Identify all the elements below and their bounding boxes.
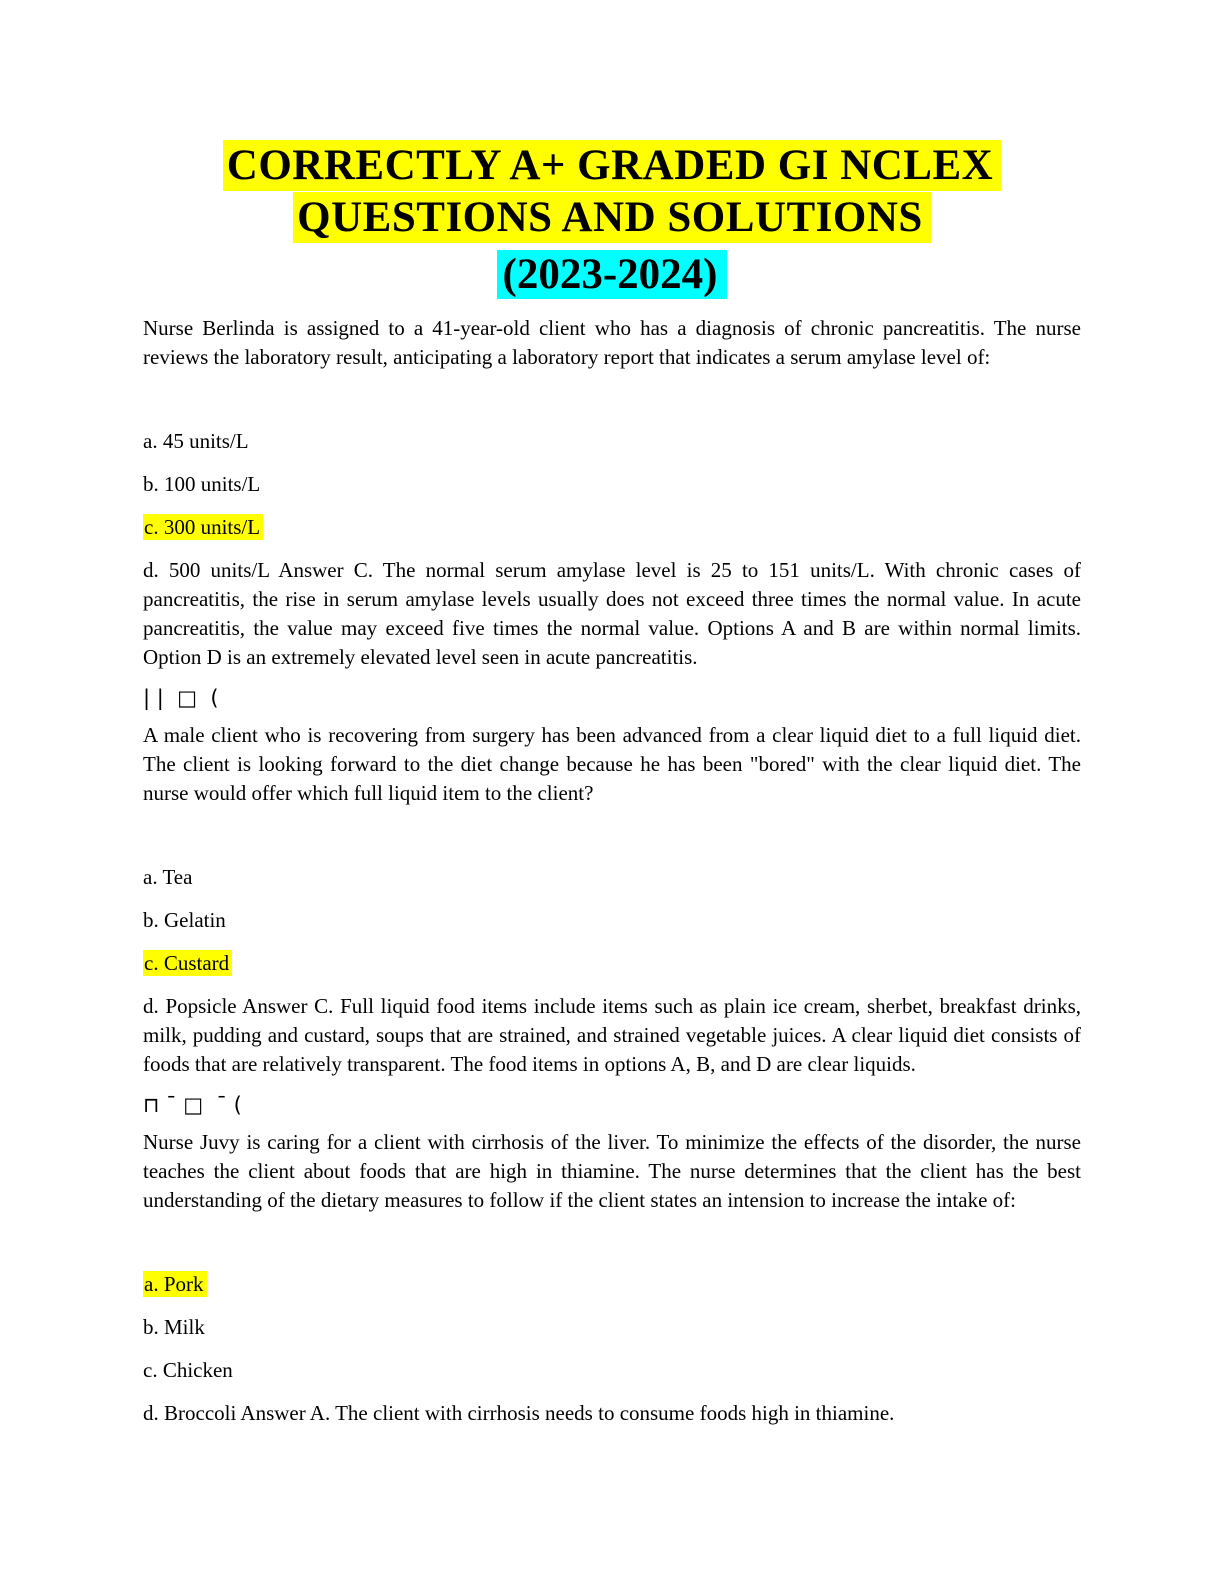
question-2-stem: A male client who is recovering from surgery has been advanced from a clear liquid diet to a full liquid diet. The client is looking forward to the diet change because he has been "bored" with the clear liquid diet. The nurse would offer which full liquid item to the client? bbox=[143, 723, 1081, 805]
question-2-option-c-highlighted bbox=[143, 949, 1081, 978]
question-1-answer: d. 500 units/L Answer C. The normal serum amylase level is 25 to 151 units/L. With chronic cases of pancreatitis, the rise in serum amylase levels usually does not exceed three times the normal value. In acute pancreatitis, the value may exceed five times the normal value. Options A and B are within normal limits. Option D is an extremely elevated level seen in acute pancreatitis. bbox=[143, 558, 1081, 669]
question-3-answer: d. Broccoli Answer A. The client with cirrhosis needs to consume foods high in thiamine. bbox=[143, 1401, 895, 1425]
question-1-option-a bbox=[143, 427, 1081, 456]
option-text: c. Chicken bbox=[143, 1358, 233, 1382]
title-line-1: CORRECTLY A+ GRADED GI NCLEX bbox=[223, 140, 1001, 191]
question-3-stem: Nurse Juvy is caring for a client with cirrhosis of the liver. To minimize the effects of the disorder, the nurse teaches the client about foods that are high in thiamine. The nurse determines that the client has the best understanding of the dietary measures to follow if the client states an intension to increase the intake of: bbox=[143, 1130, 1081, 1212]
question-3-option-a-highlighted bbox=[143, 1270, 1081, 1299]
question-1-stem: Nurse Berlinda is assigned to a 41-year-old client who has a diagnosis of chronic pancreatitis. The nurse reviews the laboratory result, anticipating a laboratory report that indicates a serum amylase level of: bbox=[143, 316, 1081, 369]
option-text: b. Gelatin bbox=[143, 908, 226, 932]
glyph-divider-2: ⊓ ¯ □ ¯ ( bbox=[143, 1093, 242, 1117]
question-3-option-b bbox=[143, 1313, 1081, 1342]
question-1-option-b bbox=[143, 470, 1081, 499]
option-text: a. 45 units/L bbox=[143, 429, 249, 453]
question-2-option-a bbox=[143, 863, 1081, 892]
document-title bbox=[143, 140, 1081, 244]
question-1-option-c-highlighted bbox=[143, 513, 1081, 542]
question-2-answer: d. Popsicle Answer C. Full liquid food items include items such as plain ice cream, sherbet, breakfast drinks, milk, pudding and custard, soups that are strained, and strained vegetable juices. A clear liquid diet consists of foods that are relatively transparent. The food items in options A, B, and D are clear liquids. bbox=[143, 994, 1081, 1076]
highlighted-option-text: c. 300 units/L bbox=[143, 514, 263, 540]
option-text: b. 100 units/L bbox=[143, 472, 261, 496]
glyph-divider-1: | | □ ( bbox=[143, 686, 219, 710]
question-3-option-c bbox=[143, 1356, 1081, 1385]
highlighted-option-text: c. Custard bbox=[143, 950, 232, 976]
title-line-2: QUESTIONS AND SOLUTIONS bbox=[293, 192, 931, 243]
title-year-line bbox=[143, 252, 1081, 298]
option-text: b. Milk bbox=[143, 1315, 205, 1339]
title-year: (2023-2024) bbox=[497, 250, 728, 299]
option-text: a. Tea bbox=[143, 865, 193, 889]
question-2-option-b bbox=[143, 906, 1081, 935]
highlighted-option-text: a. Pork bbox=[143, 1271, 207, 1297]
